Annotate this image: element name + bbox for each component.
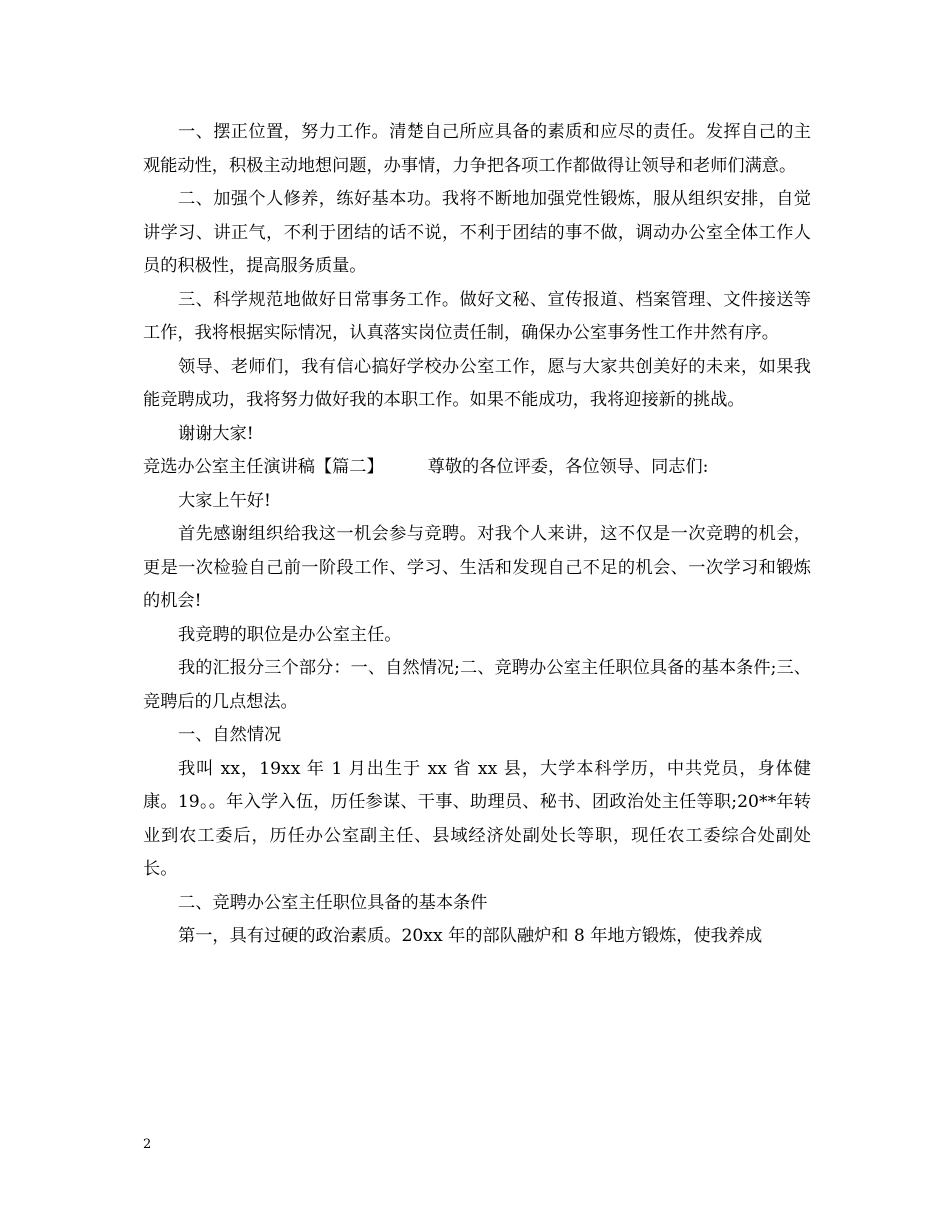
paragraph-confidence: 领导、老师们，我有信心搞好学校办公室工作，愿与大家共创美好的未来，如果我能竞聘成功，我将努力做好我的本职工作。如果不能成功，我将迎接新的挑战。 bbox=[143, 356, 811, 410]
paragraph-thanks: 谢谢大家! bbox=[178, 423, 254, 444]
paragraph-greeting: 大家上午好! bbox=[178, 490, 271, 511]
body-text bbox=[143, 116, 811, 954]
section-heading bbox=[143, 451, 811, 485]
paragraph-position: 我竞聘的职位是办公室主任。 bbox=[178, 624, 402, 645]
paragraph-position-work: 一、摆正位置，努力工作。清楚自己所应具备的素质和应尽的责任。发挥自己的主观能动性，积极主动地想问题，办事情，力争把各项工作都做得让领导和老师们满意。 bbox=[143, 122, 811, 176]
paragraph-report-outline: 我的汇报分三个部分：一、自然情况;二、竞聘办公室主任职位具备的基本条件;三、竞聘后的几点想法。 bbox=[143, 658, 811, 712]
paragraph-daily-affairs: 三、科学规范地做好日常事务工作。做好文秘、宣传报道、档案管理、文件接送等工作，我将根据实际情况，认真落实岗位责任制，确保办公室事务性工作井然有序。 bbox=[143, 289, 811, 343]
paragraph-gratitude: 首先感谢组织给我这一机会参与竞聘。对我个人来讲，这不仅是一次竞聘的机会，更是一次检验自己前一阶段工作、学习、生活和发现自己不足的机会、一次学习和锻炼的机会! bbox=[143, 524, 811, 611]
paragraph-self-cultivation: 二、加强个人修养，练好基本功。我将不断地加强党性锻炼，服从组织安排，自觉讲学习、讲正气，不利于团结的话不说，不利于团结的事不做，调动办公室全体工作人员的积极性，提高服务质量。 bbox=[143, 189, 811, 276]
page-number: 2 bbox=[143, 1137, 152, 1152]
paragraph-political-quality: 第一，具有过硬的政治素质。20xx 年的部队融炉和 8 年地方锻炼，使我养成 bbox=[178, 926, 763, 946]
paragraph-personal-info: 我叫 xx，19xx 年 1 月出生于 xx 省 xx 县，大学本科学历，中共党员，身体健康。19。。年入学入伍，历任参谋、干事、助理员、秘书、团政治处主任等职;20**年转业到农工委后，历任办公室副主任、县域经济处副处长等职，现任农工委综合处副处长。 bbox=[143, 758, 811, 879]
paragraph-heading-conditions: 二、竞聘办公室主任职位具备的基本条件 bbox=[178, 892, 488, 913]
salutation: 尊敬的各位评委，各位领导、同志们: bbox=[427, 457, 709, 477]
paragraph-heading-natural: 一、自然情况 bbox=[178, 725, 282, 745]
section-title: 竞选办公室主任演讲稿【篇二】 bbox=[143, 457, 384, 477]
